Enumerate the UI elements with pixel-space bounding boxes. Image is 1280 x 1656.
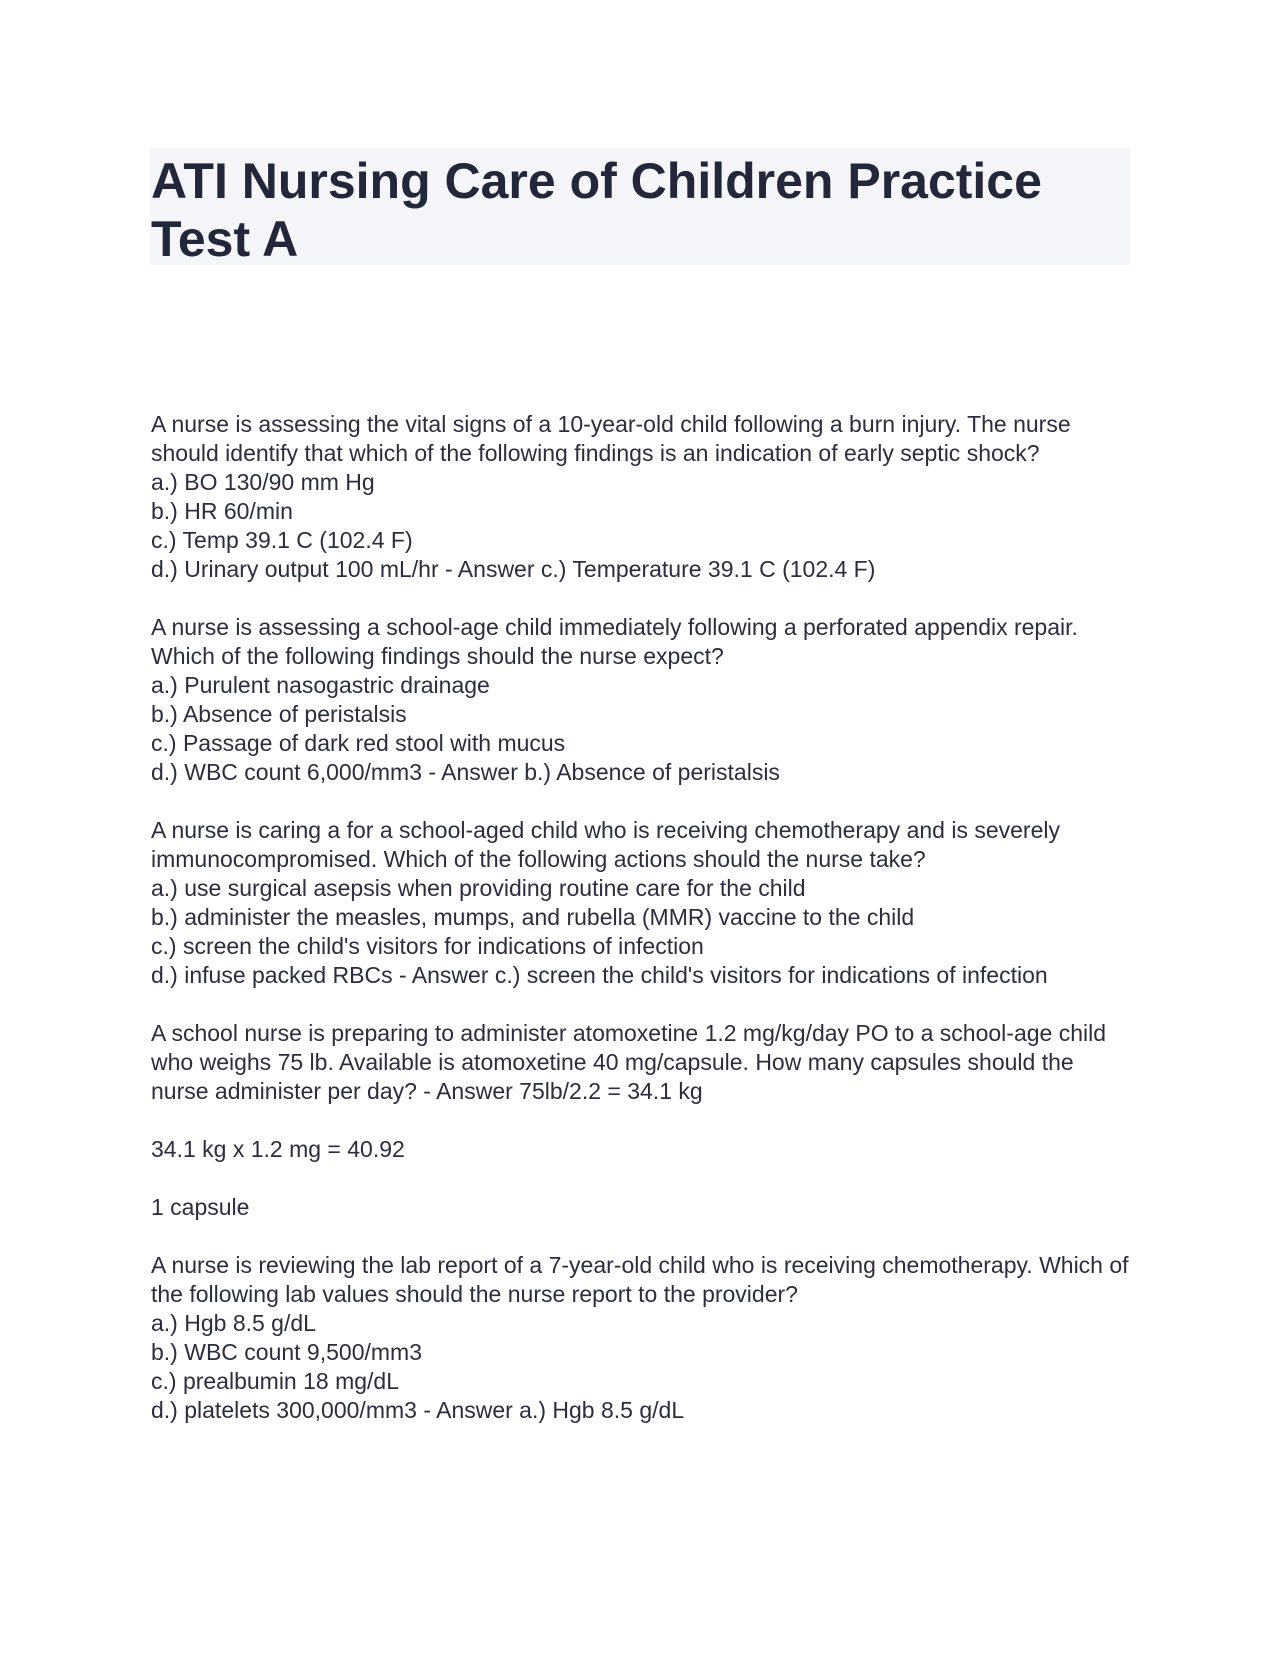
document-title: ATI Nursing Care of Children Practice Test A [151, 153, 1042, 267]
answer-option-d: d.) infuse packed RBCs - Answer c.) screen the child's visitors for indications of infection [151, 962, 1048, 988]
document-body [151, 410, 1131, 1454]
answer-option-b: b.) HR 60/min [151, 498, 293, 524]
calculation-result: 1 capsule [151, 1194, 250, 1220]
question-stem: A nurse is caring a for a school-aged child who is receiving chemotherapy and is severely immunocompromised. Which of the following actions should the nurse take? [151, 817, 1060, 872]
answer-option-c: c.) Temp 39.1 C (102.4 F) [151, 527, 413, 553]
answer-option-d: d.) WBC count 6,000/mm3 - Answer b.) Absence of peristalsis [151, 759, 780, 785]
question-3 [151, 816, 1131, 990]
answer-option-d: d.) Urinary output 100 mL/hr - Answer c.) Temperature 39.1 C (102.4 F) [151, 556, 876, 582]
question-5 [151, 1251, 1131, 1425]
answer-option-a: a.) Hgb 8.5 g/dL [151, 1310, 316, 1336]
question-stem: A nurse is reviewing the lab report of a 7-year-old child who is receiving chemotherapy. Which of the following lab values should the nurse report to the provider? [151, 1252, 1129, 1307]
answer-option-c: c.) Passage of dark red stool with mucus [151, 730, 566, 756]
answer-option-b: b.) WBC count 9,500/mm3 [151, 1339, 422, 1365]
answer-option-c: c.) prealbumin 18 mg/dL [151, 1368, 400, 1394]
answer-option-b: b.) administer the measles, mumps, and rubella (MMR) vaccine to the child [151, 904, 915, 930]
answer-option-a: a.) use surgical asepsis when providing routine care for the child [151, 875, 806, 901]
answer-option-d: d.) platelets 300,000/mm3 - Answer a.) Hgb 8.5 g/dL [151, 1397, 685, 1423]
question-stem: A nurse is assessing the vital signs of a 10-year-old child following a burn injury. The nurse should identify that which of the following findings is an indication of early septic shock? [151, 411, 1071, 466]
question-stem: A school nurse is preparing to administer atomoxetine 1.2 mg/kg/day PO to a school-age child who weighs 75 lb. Available is atomoxetine 40 mg/capsule. How many capsules should the nurse administer per day? - Answer 75lb/2.2 = 34.1 kg [151, 1020, 1107, 1104]
question-stem: A nurse is assessing a school-age child immediately following a perforated appendix repair. Which of the following findings should the nurse expect? [151, 614, 1078, 669]
question-2 [151, 613, 1131, 787]
question-1 [151, 410, 1131, 584]
answer-option-a: a.) BO 130/90 mm Hg [151, 469, 375, 495]
answer-option-b: b.) Absence of peristalsis [151, 701, 407, 727]
calculation-step: 34.1 kg x 1.2 mg = 40.92 [151, 1136, 405, 1162]
question-4 [151, 1019, 1131, 1106]
answer-option-c: c.) screen the child's visitors for indications of infection [151, 933, 704, 959]
answer-option-a: a.) Purulent nasogastric drainage [151, 672, 490, 698]
title-banner [150, 148, 1130, 265]
